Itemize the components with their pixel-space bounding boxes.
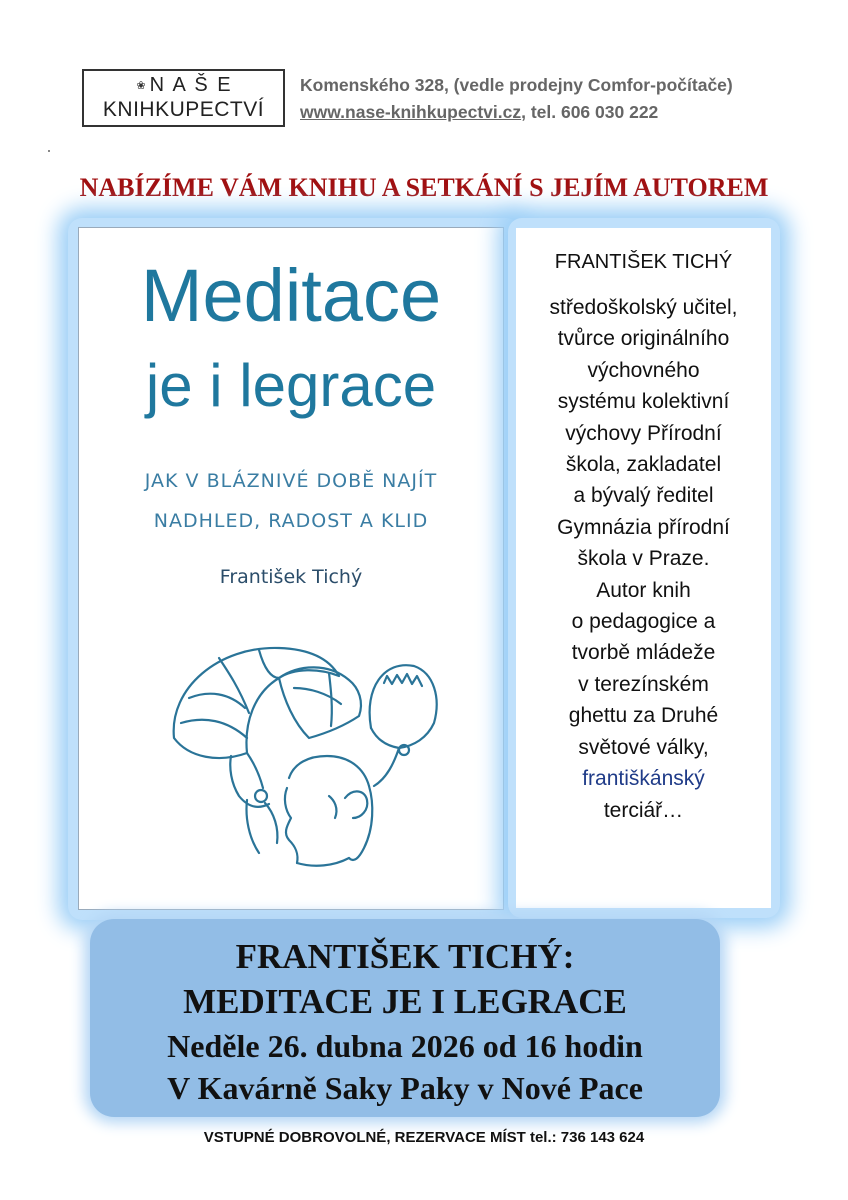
logo-top-text bbox=[84, 74, 283, 97]
cover-title-line2: je i legrace bbox=[145, 352, 437, 419]
author-bio bbox=[516, 228, 771, 908]
bio-line: terciář… bbox=[603, 798, 684, 822]
bookstore-logo bbox=[82, 69, 285, 127]
cover-subtitle-line2: NADHLED, RADOST A KLID bbox=[153, 510, 429, 532]
logo-bottom-text: KNIHKUPECTVÍ bbox=[102, 97, 265, 121]
event-author: FRANTIŠEK TICHÝ: bbox=[235, 937, 575, 976]
footer-reservation: VSTUPNÉ DOBROVOLNÉ, REZERVACE MÍST tel.: 736 143 624 bbox=[203, 1129, 645, 1146]
logo-top-label: N A Š E bbox=[149, 74, 233, 96]
bio-line: Autor knih bbox=[596, 578, 691, 602]
bio-line: škola v Praze. bbox=[577, 547, 710, 571]
bio-line: o pedagogice a bbox=[571, 610, 716, 634]
cover-title-line1: Meditace bbox=[140, 254, 442, 337]
stray-dot bbox=[48, 150, 50, 152]
phone-text: , tel. 606 030 222 bbox=[521, 102, 659, 122]
bio-line: Gymnázia přírodní bbox=[557, 515, 730, 539]
bio-author-name: FRANTIŠEK TICHÝ bbox=[554, 251, 733, 273]
flower-icon: ❀ bbox=[136, 79, 148, 92]
cover-illustration bbox=[159, 628, 439, 878]
event-venue: V Kavárně Saky Paky v Nové Pace bbox=[167, 1070, 643, 1106]
bio-line: tvůrce originálního bbox=[557, 327, 730, 351]
bio-line: systému kolektivní bbox=[557, 390, 730, 414]
contact-info bbox=[300, 72, 733, 126]
website-link[interactable]: www.nase-knihkupectvi.cz bbox=[300, 102, 522, 122]
bio-line: a bývalý ředitel bbox=[573, 484, 714, 508]
bio-line: v terezínském bbox=[578, 672, 709, 696]
bio-line: výchovného bbox=[587, 358, 700, 382]
event-box bbox=[90, 919, 720, 1117]
headline: NABÍZÍME VÁM KNIHU A SETKÁNÍ S JEJÍM AUTOREM bbox=[79, 173, 769, 202]
bio-line: františkánský bbox=[582, 767, 705, 791]
book-cover bbox=[78, 227, 504, 910]
event-date: Neděle 26. dubna 2026 od 16 hodin bbox=[167, 1028, 643, 1064]
bio-line: škola, zakladatel bbox=[565, 453, 722, 477]
bio-line: světové války, bbox=[578, 735, 709, 759]
bio-text bbox=[516, 292, 771, 826]
bio-line: tvorbě mládeže bbox=[571, 641, 716, 665]
bio-line: ghettu za Druhé bbox=[568, 704, 719, 728]
cover-author: František Tichý bbox=[219, 566, 363, 588]
address-line: Komenského 328, (vedle prodejny Comfor-počítače) bbox=[300, 75, 733, 95]
bio-line: středoškolský učitel, bbox=[549, 296, 738, 319]
cover-subtitle-line1: JAK V BLÁZNIVÉ DOBĚ NAJÍT bbox=[144, 470, 438, 492]
web-phone-line bbox=[300, 99, 733, 126]
event-book-title: MEDITACE JE I LEGRACE bbox=[183, 982, 627, 1021]
bio-line: výchovy Přírodní bbox=[565, 421, 722, 445]
